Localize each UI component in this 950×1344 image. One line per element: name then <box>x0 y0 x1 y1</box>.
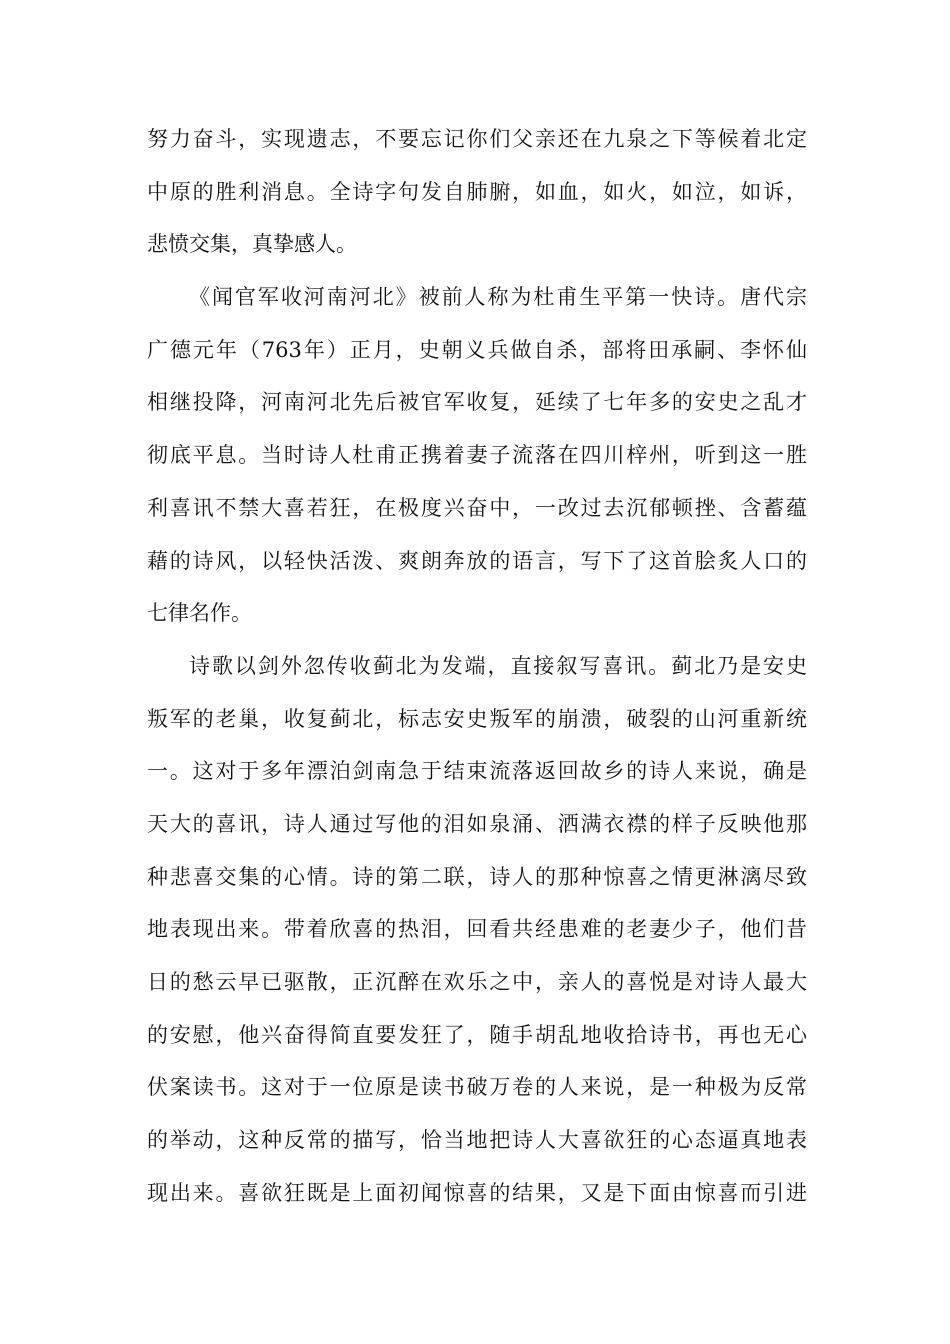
text-line: 地表现出来。带着欣喜的热泪，回看共经患难的老妻少子，他们昔 <box>147 917 807 942</box>
text-line: 七律名作。 <box>147 601 252 626</box>
article-body <box>147 113 807 1219</box>
text-line: 现出来。喜欲狂既是上面初闻惊喜的结果，又是下面由惊喜而引进 <box>147 1180 807 1205</box>
text-line: 《闻官军收河南河北》被前人称为杜甫生平第一快诗。唐代宗 <box>189 285 807 310</box>
text-line: 彻底平息。当时诗人杜甫正携着妻子流落在四川梓州，听到这一胜 <box>147 443 807 468</box>
text-line: 伏案读书。这对于一位原是读书破万卷的人来说，是一种极为反常 <box>147 1075 807 1100</box>
paragraph-2 <box>147 271 807 640</box>
text-line: 相继投降，河南河北先后被官军收复，延续了七年多的安史之乱才 <box>147 390 807 415</box>
text-line: 日的愁云早已驱散，正沉醉在欢乐之中，亲人的喜悦是对诗人最大 <box>147 970 807 994</box>
text-line: 中原的胜利消息。全诗字句发自肺腑，如血，如火，如泣，如诉， <box>147 179 807 204</box>
paragraph-1 <box>147 113 807 271</box>
text-line: 种悲喜交集的心情。诗的第二联，诗人的那种惊喜之情更淋漓尽致 <box>147 864 807 889</box>
text-line: 一。这对于多年漂泊剑南急于结束流落返回故乡的诗人来说，确是 <box>147 759 807 784</box>
text-line: 天大的喜讯，诗人通过写他的泪如泉涌、洒满衣襟的样子反映他那 <box>147 811 807 836</box>
text-line: 叛军的老巢，收复蓟北，标志安史叛军的崩溃，破裂的山河重新统 <box>147 706 807 731</box>
text-line: 诗歌以剑外忽传收蓟北为发端，直接叙写喜讯。蓟北乃是安史 <box>189 653 807 678</box>
paragraph-3 <box>147 640 807 1220</box>
text-line: 努力奋斗，实现遗志，不要忘记你们父亲还在九泉之下等候着北定 <box>147 127 807 151</box>
text-line: 的安慰，他兴奋得简直要发狂了，随手胡乱地收拾诗书，再也无心 <box>147 1022 807 1047</box>
text-line: 藉的诗风，以轻快活泼、爽朗奔放的语言，写下了这首脍炙人口的 <box>147 548 807 573</box>
text-line: 悲愤交集，真挚感人。 <box>147 232 357 257</box>
text-line: 的举动，这种反常的描写，恰当地把诗人大喜欲狂的心态逼真地表 <box>147 1128 807 1153</box>
text-line: 利喜讯不禁大喜若狂，在极度兴奋中，一改过去沉郁顿挫、含蓄蕴 <box>147 495 807 520</box>
text-line: 广德元年（763年）正月，史朝义兵做自杀，部将田承嗣、李怀仙 <box>147 337 807 362</box>
